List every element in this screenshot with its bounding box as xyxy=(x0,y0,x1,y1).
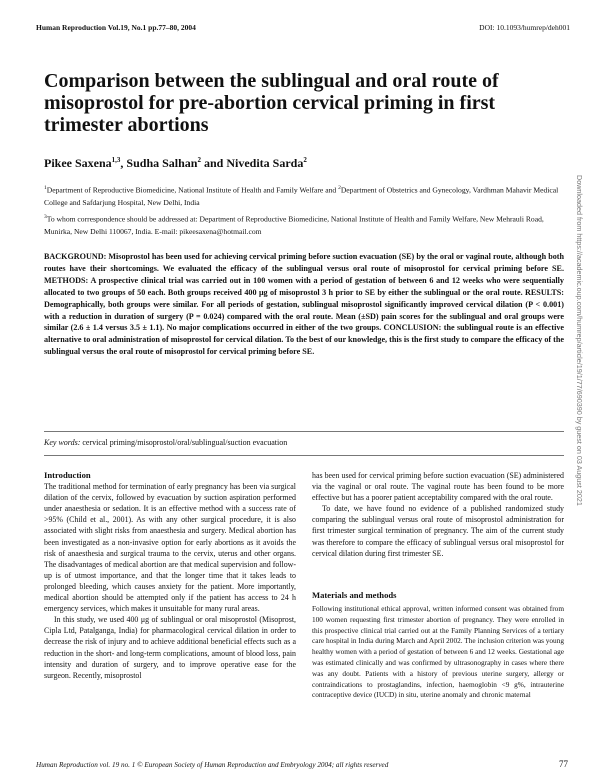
author-name: Sudha Salhan xyxy=(126,156,198,170)
author-name: Nivedita Sarda xyxy=(226,156,304,170)
intro-paragraph-3: has been used for cervical priming before suction evacuation (SE) administered via the vaginal or oral route. The vaginal route has been found to be more effective but has a poorer patient acceptability compared with the oral route. xyxy=(312,471,564,503)
methods-heading: Materials and methods xyxy=(312,590,397,600)
keywords xyxy=(44,438,287,447)
footer-citation: Human Reproduction vol. 19 no. 1 © European Society of Human Reproduction and Embryology 2004; all rights reserved xyxy=(36,761,389,769)
intro-paragraph-1: The traditional method for termination of early pregnancy has been via surgical dilation of the cervix, followed by evacuation by suction aspiration performed under anaesthesia or sedation. It is an effective method with a success rate of >95% (Child et al., 2001). As with any other surgical procedure, it is also associated with slight risks from anaesthesia and surgery. Medical abortion has been investigated as a non-invasive option for early abortions as it avoids the risk of anaesthesia and surgical trauma to the cervix, uterus and other organs. The disadvantages of medical abortion are that medical supervision and follow-up is of utmost importance, and that the longer time that it takes leads to prolonged bleeding, which causes anxiety for the patient. More importantly, medical abortion should be attempted only if the patient has access to 24 h emergency services, which makes it unsuitable for many rural areas. xyxy=(44,482,296,614)
author-affil-mark: 2 xyxy=(303,156,307,164)
affil-mark: 1 xyxy=(44,185,47,191)
author-separator: , xyxy=(120,156,127,170)
doi-header: DOI: 10.1093/humrep/deh001 xyxy=(479,23,570,32)
download-watermark: Downloaded from https://academic.oup.com/humrep/article/19/1/77/690390 by guest on 03 August 2021 xyxy=(575,175,584,506)
author-separator: and xyxy=(200,156,227,170)
affiliation-1: Department of Reproductive Biomedicine, National Institute of Health and Family Welfare and xyxy=(46,185,339,195)
intro-paragraph-2: In this study, we used 400 μg of sublingual or oral misoprostol (Misoprost, Cipla Ltd, Patalganga, India) for pharmacological cervical dilation in order to decrease the risk of injury and to achieve additional beneficial effects such as a reduction in the short- and long-term complications, amount of blood loss, pain intensity and duration of surgery, and to improve operative ease for the surgeon. Recently, misoprostol xyxy=(44,615,296,680)
divider-top xyxy=(44,431,564,432)
affil-mark: 2 xyxy=(338,185,341,191)
affiliations xyxy=(44,182,564,209)
paper-title: Comparison between the sublingual and oral route of misoprostol for pre-abortion cervical priming in first trimester abortions xyxy=(44,70,499,136)
methods-section xyxy=(312,590,564,701)
author-name: Pikee Saxena xyxy=(44,156,112,170)
abstract: BACKGROUND: Misoprostol has been used for achieving cervical priming before suction evacuation (SE) by the oral or vaginal route, although both routes have their shortcomings. We evaluated the efficacy of the sublingual versus oral route of misoprostol for cervical priming before SE. METHODS: A prospective clinical trial was carried out in 100 women with a period of gestation of between 6 and 12 weeks who were sequentially allocated to two groups of 50 each. Both groups received 400 μg of misoprostol 3 h prior to SE by either the sublingual or the oral route. RESULTS: Demographically, both groups were similar. For all periods of gestation, sublingual misoprostol significantly improved cervical dilation (P < 0.001) with a reduction in duration of surgery (P = 0.024) compared with the oral route. Mean (±SD) pain scores for the sublingual and oral groups were similar (2.6 ± 1.4 versus 3.5 ± 1.1). No major complications occurred in either of the two groups. CONCLUSION: the sublingual route is an effective alternative to oral administration of misoprostol for cervical dilation. To the best of our knowledge, this is the first study to compare the efficacy of the sublingual versus the oral route of misoprostol for cervical priming before SE. xyxy=(44,252,564,357)
correspondence-text: To whom correspondence should be addressed at: Department of Reproductive Biomedicine, National Institute of Health and Family Welfare, New Mehrauli Road, Munirka, New Delhi 110067, India. E-mail: pikeesaxena@hotmail.com xyxy=(44,214,544,236)
page-number: 77 xyxy=(559,759,568,769)
intro-paragraph-4: To date, we have found no evidence of a published randomized study comparing the sublingual versus oral route of misoprostol administration for first trimester surgical termination of pregnancy. The aim of the current study was therefore to compare the efficacy of sublingual versus oral misoprostol for cervical dilation during first trimester SE. xyxy=(312,504,564,558)
affil-mark: 3 xyxy=(44,214,47,220)
author-affil-mark: 1,3 xyxy=(111,156,121,164)
left-column xyxy=(44,470,296,681)
methods-paragraph-1: Following institutional ethical approval, written informed consent was obtained from 100 women requesting first trimester abortion of pregnancy. They were enrolled in this prospective clinical trial carried out at the Family Planning Services of a tertiary care hospital in India during March and April 2002. The inclusion criterion was young healthy women with a period of gestation of between 6 and 12 weeks. Gestational age was estimated clinically and was confirmed by ultrasonography in cases where there was any doubt. Patients with a history of previous uterine surgery, allergy or contraindications to prostaglandins, infection, haemoglobin <9 g%, intrauterine contraceptive device (IUCD) in situ, uterine anomaly and chronic maternal xyxy=(312,604,564,700)
divider-bottom xyxy=(44,455,564,456)
keywords-label: Key words: xyxy=(44,438,81,447)
affiliation-2: Department of Obstetrics and Gynecology, Vardhman Mahavir Medical College and Safdarjung Hospital, New Delhi, India xyxy=(44,185,559,207)
introduction-heading: Introduction xyxy=(44,470,91,480)
journal-header: Human Reproduction Vol.19, No.1 pp.77–80, 2004 xyxy=(36,23,196,32)
keywords-text: cervical priming/misoprostol/oral/sublingual/suction evacuation xyxy=(80,438,288,447)
author-affil-mark: 2 xyxy=(197,156,201,164)
correspondence xyxy=(44,211,564,238)
right-column xyxy=(312,470,564,559)
author-list xyxy=(44,156,307,171)
